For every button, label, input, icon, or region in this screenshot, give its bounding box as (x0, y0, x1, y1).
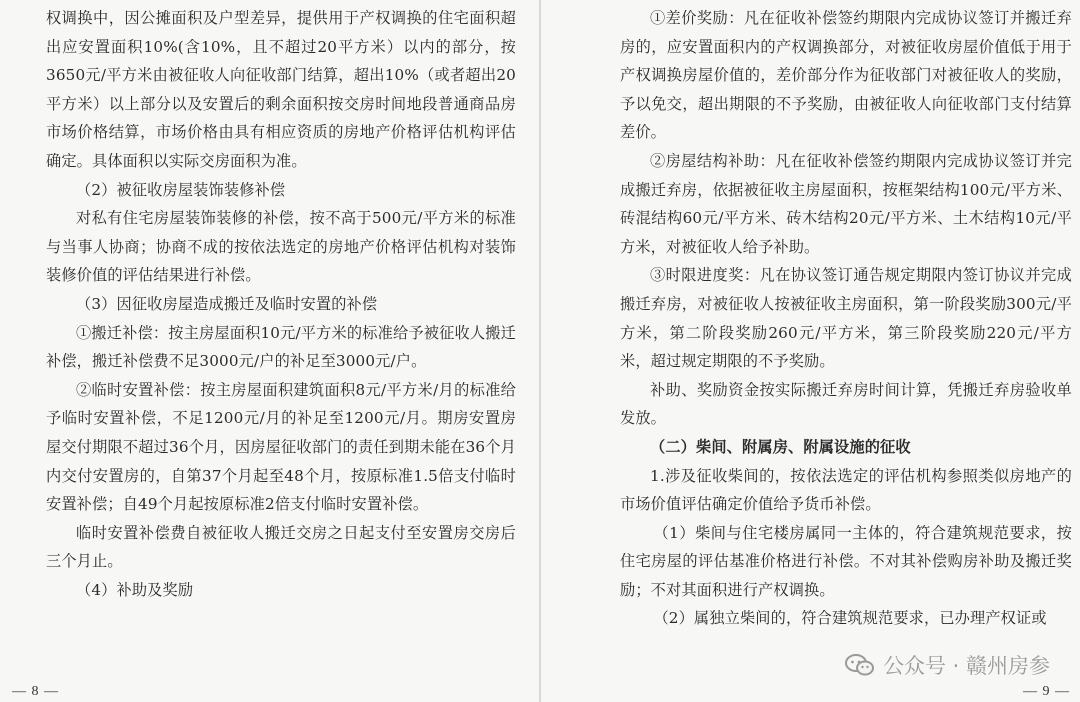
paragraph-relocation-compensation: ①搬迁补偿：按主房屋面积10元/平方米的标准给予被征收人搬迁补偿，搬迁补偿费不足3000元/户的补足至3000元/户。 (46, 323, 516, 371)
section-heading-shed: （二）柴间、附属房、附属设施的征收 (650, 437, 911, 456)
paragraph-continuation: 权调换中，因公摊面积及户型差异，提供用于产权调换的住宅面积超出应安置面积10%(含10%，且不超过20平方米）以内的部分，按3650元/平方米由被征收人向征收部门结算，超出10%（或者超出20平方米）以上部分以及安置后的剩余面积按交房时间地段普通商品房市场价格结算，市场价格由具有相应资质的房地产价格评估机构评估确定。具体面积以实际交房面积为准。 (46, 9, 516, 170)
watermark-text: 公众号 · 赣州房参 (882, 654, 1050, 678)
paragraph-payment-note: 补助、奖励资金按实际搬迁弃房时间计算，凭搬迁弃房验收单发放。 (620, 380, 1072, 428)
right-page (541, 0, 1080, 702)
paragraph-structure-subsidy: ②房屋结构补助：凡在征收补偿签约期限内完成协议签订并完成搬迁弃房，依据被征收主房屋面积，按框架结构100元/平方米、砖混结构60元/平方米、砖木结构20元/平方米、土木结构10元/平方米，对被征收人给予补助。 (620, 151, 1072, 256)
paragraph-shed-independent: （2）属独立柴间的，符合建筑规范要求，已办理产权证或 (653, 609, 1047, 628)
paragraph-temporary-housing-period: 临时安置补偿费自被征收人搬迁交房之日起支付至安置房交房后三个月止。 (46, 523, 516, 571)
wechat-logo-icon (845, 653, 875, 677)
paragraph-deadline-reward: ③时限进度奖：凡在协议签订通告规定期限内签订协议并完成搬迁弃房，对被征收人按被征收主房面积，第一阶段奖励300元/平方米，第二阶段奖励260元/平方米，第三阶段奖励220元/平方米，超过规定期限的不予奖励。 (620, 266, 1072, 371)
page-number-right: — 9 — (1023, 684, 1070, 699)
page-number-left: — 8 — (12, 684, 59, 699)
watermark (845, 650, 1050, 680)
section-heading-decoration: （2）被征收房屋装饰装修补偿 (76, 180, 286, 199)
paragraph-shed-same-building: （1）柴间与住宅楼房属同一主体的，符合建筑规范要求，按住宅房屋的评估基准价格进行补偿。不对其补偿购房补助及搬迁奖励；不对其面积进行产权调换。 (620, 523, 1072, 599)
paragraph-decoration-compensation: 对私有住宅房屋装饰装修的补偿，按不高于500元/平方米的标准与当事人协商；协商不成的按依法选定的房地产价格评估机构对装饰装修价值的评估结果进行补偿。 (46, 209, 516, 285)
paragraph-shed-valuation: 1.涉及征收柴间的，按依法选定的评估机构参照类似房地产的市场价值评估确定价值给予货币补偿。 (620, 466, 1072, 514)
paragraph-temporary-housing: ②临时安置补偿：按主房屋面积建筑面积8元/平方米/月的标准给予临时安置补偿，不足1200元/月的补足至1200元/月。期房安置房屋交付期限不超过36个月，因房屋征收部门的责任到期未能在36个月内交付安置房的，自第37个月起至48个月，按原标准1.5倍支付临时安置补偿；自49个月起按原标准2倍支付临时安置补偿。 (46, 380, 516, 514)
section-heading-relocation: （3）因征收房屋造成搬迁及临时安置的补偿 (76, 294, 378, 313)
paragraph-price-difference-reward: ①差价奖励：凡在征收补偿签约期限内完成协议签订并搬迁弃房的，应安置面积内的产权调换部分，对被征收房屋价值低于用于产权调换房屋价值的，差价部分作为征收部门对被征收人的奖励，予以免交，超出期限的不予奖励，由被征收人向征收部门支付结算差价。 (620, 9, 1072, 142)
section-heading-subsidy: （4）补助及奖励 (76, 580, 194, 599)
